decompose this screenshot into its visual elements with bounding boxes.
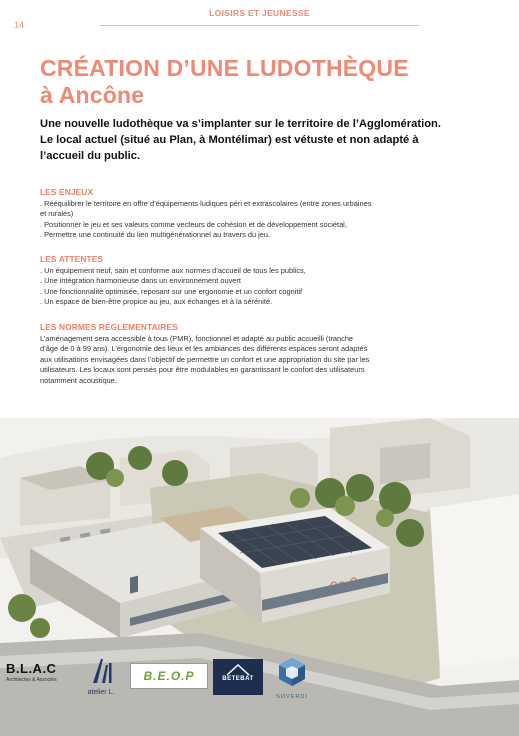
logo-soverdi-name: SOVERDI	[276, 694, 308, 700]
intro-paragraph	[40, 116, 480, 164]
section-enjeux	[40, 187, 480, 241]
normes-heading: LES NORMES RÉGLEMENTAIRES	[40, 322, 178, 332]
logo-blac-subtitle: Architectes & Associés	[6, 677, 57, 683]
normes-line: aux utilisations envisagées dans l’objectif de permettre un confort et une appropriation du site par les	[40, 354, 370, 364]
attentes-item: . Un espace de bien-être propice au jeu, aux échanges et à la sérénité.	[40, 297, 273, 307]
betebat-mark-icon	[213, 661, 263, 677]
attentes-heading: LES ATTENTES	[40, 254, 104, 264]
logo-soverdi	[270, 656, 314, 702]
enjeux-item: . Positionner le jeu et ses valeurs comme vecteurs de cohésion et de développement sociétal,	[40, 219, 347, 229]
logo-betebat	[213, 659, 263, 695]
page-number: 14	[14, 20, 25, 30]
title-line-2: à Ancône	[40, 82, 145, 108]
attentes-item: . Une intégration harmonieuse dans un environnement ouvert	[40, 276, 241, 286]
logo-beop	[130, 663, 208, 689]
enjeux-item: . Rééquilibrer le territoire en offre d’équipements ludiques péri et extrascolaires (entre zones urbaines	[40, 199, 372, 208]
enjeux-item: et rurales)	[40, 209, 74, 219]
normes-line: utilisateurs. Les locaux sont pensés pour être modulables en garantissant le confort des utilisateurs	[40, 365, 365, 375]
partner-logos	[0, 655, 519, 705]
logo-atelier-name: atelier L.	[87, 689, 115, 696]
normes-line: d’âge de 0 à 99 ans). L’ergonomie des lieux et les ambiances des différents espaces seront adaptés	[40, 344, 368, 354]
logo-beop-name: B.E.O.P	[143, 669, 195, 683]
logo-atelier	[78, 657, 124, 701]
attentes-item: . Un équipement neuf, sain et conforme aux normes d’accueil de tous les publics,	[40, 266, 306, 275]
logo-blac-name: B.L.A.C	[6, 661, 57, 676]
section-attentes	[40, 254, 480, 308]
logo-betebat-name: BETEBAT	[222, 676, 254, 682]
intro-line-1: Une nouvelle ludothèque va s’implanter sur le territoire de l’Agglomération.	[40, 118, 441, 130]
attentes-item: . Une fonctionnalité optimisée, reposant sur une ergonomie et un confort cognitif	[40, 286, 303, 296]
soverdi-cube-icon	[277, 656, 307, 688]
intro-line-2: Le local actuel (situé au Plan, à Montélimar) est vétuste et non adapté à	[40, 134, 419, 146]
section-tag: LOISIRS ET JEUNESSE	[209, 8, 310, 18]
normes-line: L’aménagement sera accessible à tous (PMR), fonctionnel et adapté au public accueilli (tranche	[40, 334, 354, 343]
atelier-mark-icon	[89, 657, 113, 683]
page-title	[40, 55, 480, 109]
title-line-1: CRÉATION D’UNE LUDOTHÈQUE	[40, 55, 409, 81]
normes-line: notamment acoustique.	[40, 375, 117, 385]
intro-line-3: l’accueil du public.	[40, 150, 141, 162]
section-normes	[40, 322, 480, 386]
enjeux-heading: LES ENJEUX	[40, 187, 94, 197]
logo-blac	[6, 661, 62, 701]
enjeux-item: . Permettre une continuité du lien multigénérationnel au travers du jeu.	[40, 230, 271, 240]
